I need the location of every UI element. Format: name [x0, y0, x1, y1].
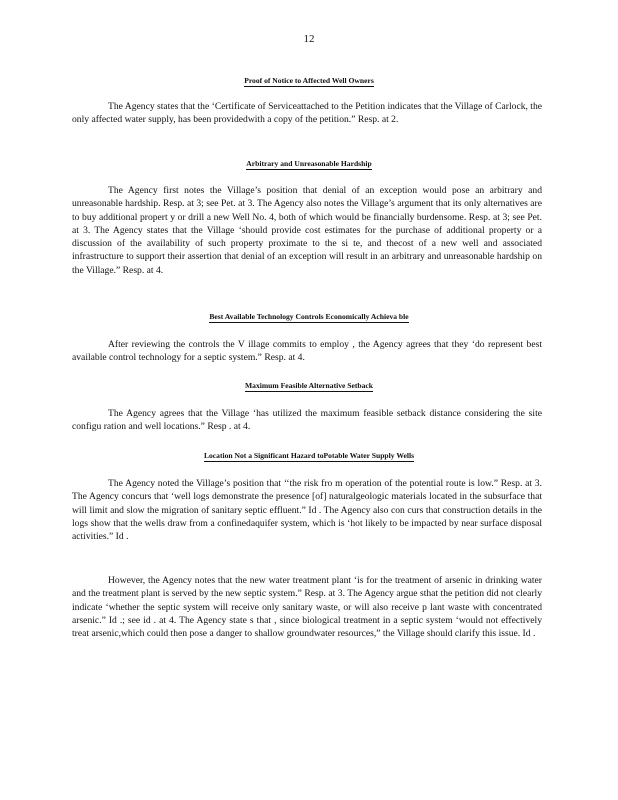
paragraph-text: The Agency agrees that the Village ‘has utilized the maximum feasible setback distance considering the site configu ration and well locations.” Resp . at 4. [72, 408, 542, 433]
paragraph-best-available-technology [72, 338, 542, 365]
section-heading [60, 312, 558, 322]
heading-maximum-setback: Maximum Feasible Alternative Setback [244, 381, 374, 390]
paragraph-location-hazard [72, 477, 542, 543]
heading-arbitrary-hardship: Arbitrary and Unreasonable Hardship [246, 159, 372, 168]
page-number: 12 [303, 33, 315, 45]
paragraph-proof-of-notice [72, 100, 542, 127]
paragraph-text: The Agency noted the Village’s position that ‘‘the risk fro m operation of the potential route is low.” Resp. at 3. The Agency concurs that ‘well logs demonstrate the presence [of] naturalgeologic materials located in the subsurface that will limit and slow the migration of sanitary septic effluent.” Id . The Agency also con curs that construction details in the logs show that the wells draw from a confinedaquifer system, which is ‘hot likely to be impacted by near surface disposal activities.” Id . [72, 478, 542, 543]
paragraph-arsenic-treatment [72, 574, 542, 640]
paragraph-text: The Agency states that the ‘Certificate of Serviceattached to the Petition indicates that the Village of Carlock, the only affected water supply, has been providedwith a copy of the petition.” Resp. at 2. [72, 101, 543, 126]
paragraph-arbitrary-hardship [72, 184, 542, 277]
paragraph-text: After reviewing the controls the V illage commits to employ , the Agency agrees that they ‘do represent best available control technology for a septic system.” Resp. at 4. [72, 339, 542, 364]
section-heading [60, 76, 558, 86]
heading-proof-of-notice: Proof of Notice to Affected Well Owners [244, 76, 374, 85]
section-heading [60, 451, 558, 461]
section-heading [60, 381, 558, 391]
section-heading [60, 159, 558, 169]
heading-best-available-technology: Best Available Technology Controls Economically Achieva ble [209, 312, 409, 321]
paragraph-text: However, the Agency notes that the new water treatment plant ‘is for the treatment of arsenic in drinking water and the treatment plant is served by the new septic system.” Resp. at 3. The Agency argue sthat the petition did not clearly indicate ‘whether the septic system will receive only sanitary waste, or will also receive p lant waste with concentrated arsenic.” Id .; see id . at 4. The Agency state s that , since biological treatment in a septic system ‘would not effectively treat arsenic,which could then pose a danger to shallow groundwater resources,” the Village should clarify this issue. Id . [72, 575, 542, 640]
heading-location-hazard: Location Not a Significant Hazard toPotable Water Supply Wells [203, 451, 415, 460]
paragraph-maximum-setback [72, 407, 542, 434]
paragraph-text: The Agency first notes the Village’s position that denial of an exception would pose an arbitrary and unreasonable hardship. Resp. at 3; see Pet. at 3. The Agency also notes the Village’s argument that its only alternatives are to buy additional propert y or drill a new Well No. 4, both of which would be financially burdensome. Resp. at 3; see Pet. at 3. The Agency states that the Village ‘should provide cost estimates for the purchase of additional property or a discussion of the availability of such property proximate to the si te, and thecost of a new well and associated infrastructure to support their assertion that denial of an exception will result in an arbitrary and unreasonable hardship on the Village.” Resp. at 4. [72, 185, 542, 276]
